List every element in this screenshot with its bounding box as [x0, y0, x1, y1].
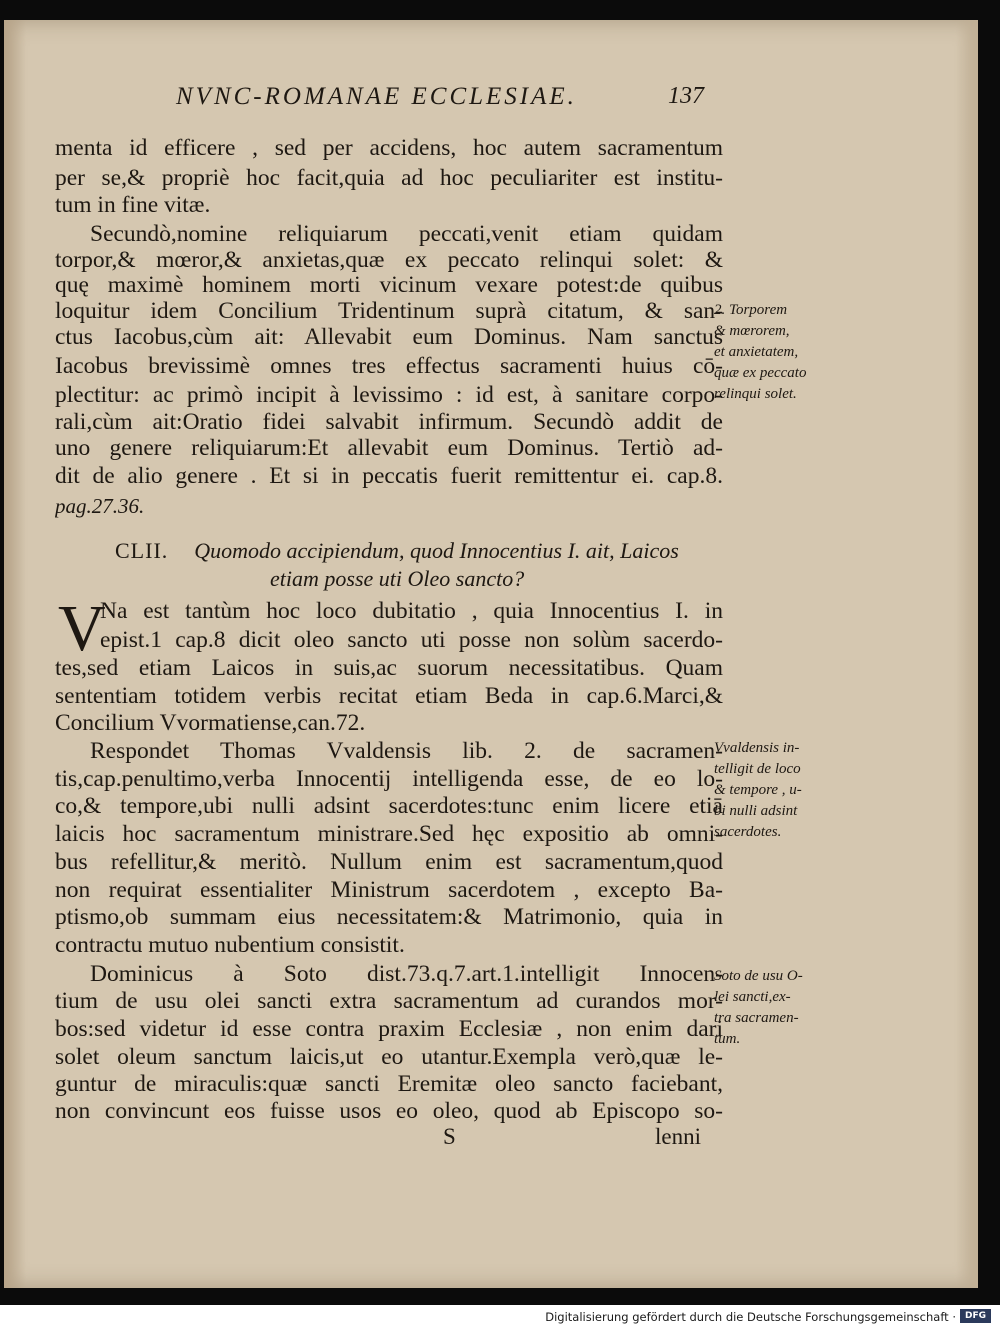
- chapter-heading: [115, 538, 679, 564]
- funding-notice: Digitalisierung gefördert durch die Deutsche Forschungsgemeinschaft ·: [545, 1310, 956, 1324]
- text-line: bus refellitur,& meritò. Nullum enim est sacramentum,quod: [55, 849, 723, 875]
- text-line: loquitur idem Concilium Tridentinum suprà citatum, & san-: [55, 298, 723, 324]
- text-line: non requirat essentialiter Ministrum sacerdotem , excepto Ba-: [55, 877, 723, 903]
- text-line: laicis hoc sacramentum ministrare.Sed hęc expositio ab omni-: [55, 821, 723, 847]
- text-line: Concilium Vvormatiense,can.72.: [55, 710, 366, 736]
- text-line: tum in fine vitæ.: [55, 192, 211, 218]
- text-line: menta id efficere , sed per accidens, hoc autem sacramentum: [55, 135, 723, 161]
- text-line: Dominicus à Soto dist.73.q.7.art.1.intelligit Innocen-: [90, 961, 723, 987]
- page-number: 137: [668, 83, 704, 109]
- running-title: NVNC-ROMANAE ECCLESIAE.: [176, 83, 577, 110]
- text-line: uno genere reliquiarum:Et allevabit eum Dominus. Tertiò ad-: [55, 435, 723, 461]
- text-line: bos:sed videtur id esse contra praxim Ecclesiæ , non enim dari: [55, 1016, 723, 1042]
- drop-capital: V: [58, 592, 106, 665]
- text-line: Iacobus brevissimè omnes tres effectus sacramenti huius cō-: [55, 353, 723, 379]
- dfg-logo: DFG: [960, 1309, 991, 1323]
- text-line: Respondet Thomas Vvaldensis lib. 2. de sacramen-: [90, 738, 723, 764]
- text-line: tis,cap.penultimo,verba Innocentij intelligenda esse, de eo lo-: [55, 766, 723, 792]
- marginal-note-soto: Soto de usu O- lei sancti,ex- tra sacramen- tum.: [714, 968, 803, 1047]
- text-line: ptismo,ob summam eius necessitatem:& Matrimonio, quia in: [55, 904, 723, 930]
- text-line: Na est tantùm hoc loco dubitatio , quia Innocentius I. in: [100, 598, 723, 624]
- marginal-note-torporem: 2. Torporem & mœrorem, et anxietatem, quæ ex peccato relinqui solet.: [714, 302, 807, 402]
- catchword: lenni: [655, 1124, 701, 1149]
- text-line: pag.27.36.: [55, 494, 145, 518]
- text-line: ctus Iacobus,cùm ait: Allevabit eum Dominus. Nam sanctus: [55, 324, 723, 350]
- text-line: co,& tempore,ubi nulli adsint sacerdotes:tunc enim licere etiā: [55, 793, 723, 819]
- text-line: tium de usu olei sancti extra sacramentum ad curandos mor-: [55, 988, 723, 1014]
- text-line: guntur de miraculis:quæ sancti Eremitæ oleo sancto faciebant,: [55, 1071, 723, 1097]
- text-line: quę maximè hominem morti vicinum vexare potest:de quibus: [55, 272, 723, 298]
- text-line: epist.1 cap.8 dicit oleo sancto uti posse non solùm sacerdo-: [100, 627, 723, 653]
- page-right-edge-shadow: [956, 20, 978, 1288]
- text-line: torpor,& mœror,& anxietas,quæ ex peccato relinqui solet: &: [55, 247, 723, 273]
- text-line: dit de alio genere . Et si in peccatis fuerit remittentur ei. cap.8.: [55, 463, 723, 489]
- text-line: contractu mutuo nubentium consistit.: [55, 932, 405, 958]
- text-line: non convincunt eos fuisse usos eo oleo, quod ab Episcopo so-: [55, 1098, 723, 1124]
- text-line: solet oleum sanctum laicis,ut eo utantur.Exempla verò,quæ le-: [55, 1044, 723, 1070]
- marginal-note-vvaldensis: Vvaldensis in- telligit de loco & tempore , u- bi nulli adsint sacerdotes.: [714, 740, 802, 840]
- page-left-edge-shadow: [4, 20, 26, 1288]
- text-line: per se,& propriè hoc facit,quia ad hoc peculiariter est institu-: [55, 165, 723, 191]
- signature-mark: S: [443, 1124, 456, 1149]
- text-line: plectitur: ac primò incipit à levissimo : id est, à sanitare corpo-: [55, 382, 723, 408]
- text-line: tes,sed etiam Laicos in suis,ac suorum necessitatibus. Quam: [55, 655, 723, 681]
- text-line: rali,cùm ait:Oratio fidei salvabit infirmum. Secundò addit de: [55, 409, 723, 435]
- chapter-title-line1: Quomodo accipiendum, quod Innocentius I. ait, Laicos: [194, 538, 679, 563]
- chapter-title-line2: etiam posse uti Oleo sancto?: [270, 566, 525, 591]
- chapter-number: CLII.: [115, 538, 169, 563]
- text-line: sententiam totidem verbis recitat etiam Beda in cap.6.Marci,&: [55, 683, 723, 709]
- text-line: Secundò,nomine reliquiarum peccati,venit etiam quidam: [90, 221, 723, 247]
